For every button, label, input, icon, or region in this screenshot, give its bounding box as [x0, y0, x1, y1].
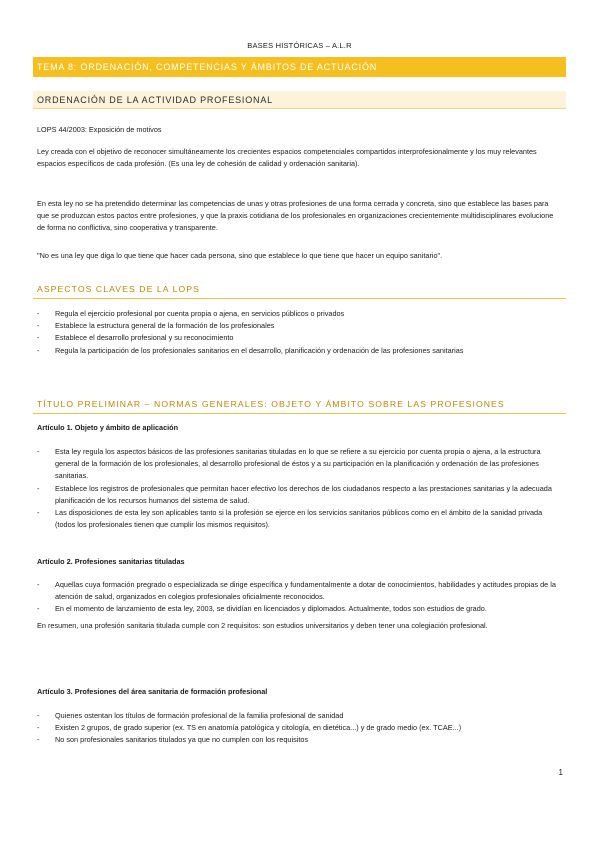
list-item: - Existen 2 grupos, de grado superior (ex. TS en anatomía patológica y citología, en dietética...) y de grado medio (ex. TCAE...)	[37, 723, 462, 733]
intro-paragraph-1: Ley creada con el objetivo de reconocer simultáneamente los crecientes espacios competenciales compartidos interprofesionalmente y los muy relevantes espacios específicos de cada profesión. (Es una ley de cohesión de calidad y ordenación sanitaria).	[37, 147, 537, 169]
list-item: - Regula la participación de los profesionales sanitarios en el desarrollo, planificación y ordenación de las profesiones sanitarias	[37, 345, 464, 355]
running-header: BASES HISTÓRICAS – A.L.R	[247, 41, 352, 50]
aspectos-list	[37, 308, 559, 357]
list-item: - En el momento de lanzamiento de esta ley, 2003, se dividían en licenciados y diplomados. Actualmente, todos son estudios de grado.	[37, 604, 487, 614]
article-3-list	[37, 710, 559, 747]
list-item: - No son profesionales sanitarios titulados ya que no cumplen con los requisitos	[37, 735, 309, 745]
article-2-list	[37, 579, 559, 616]
article-1-title: Artículo 1. Objeto y ámbito de aplicación	[37, 423, 179, 432]
lops-label: LOPS 44/2003: Exposición de motivos	[37, 125, 162, 134]
article-3-title: Artículo 3. Profesiones del área sanitaria de formación profesional	[37, 687, 268, 696]
section-title-band: ORDENACIÓN DE LA ACTIVIDAD PROFESIONAL	[33, 91, 566, 109]
aspectos-heading: ASPECTOS CLAVES DE LA LOPS	[33, 284, 566, 299]
article-2-title: Artículo 2. Profesiones sanitarias tituladas	[37, 557, 185, 566]
list-item: - Las disposiciones de esta ley son aplicables tanto si la profesión se ejerce en los servicios sanitarios públicos como en el ámbito de la sanidad privada (todos los profesionales tienen que cumplir los mismos requisitos).	[37, 508, 543, 530]
list-item: - Establece los registros de profesionales que permitan hacer efectivo los derechos de los ciudadanos respecto a las prestaciones sanitarias y la adecuada planificación de los recursos humanos del sistema de salud.	[37, 483, 552, 505]
list-item: - Establece el desarrollo profesional y su reconocimiento	[37, 333, 234, 343]
chapter-title-band: TEMA 8: ORDENACIÓN, COMPETENCIAS Y ÁMBITOS DE ACTUACIÓN	[33, 57, 566, 77]
list-item: - Esta ley regula los aspectos básicos de las profesiones sanitarias tituladas en lo que se refiere a su ejercicio por cuenta propia o ajena, a la estructura general de la formación de los profesionales, al desarrollo profesional de éstos y a su participación en la planificación y ordenación de las profesiones sanitarias.	[37, 447, 541, 481]
list-item: - Aquellas cuya formación pregrado o especializada se dirige específica y fundamentalmente a dotar de conocimientos, habilidades y actitudes propias de la atención de salud, organizados en colegios profesionales oficialmente reconocidos.	[37, 580, 556, 602]
resumen-paragraph: En resumen, una profesión sanitaria titulada cumple con 2 requisitos: son estudios universitarios y deben tener una colegiación profesional.	[37, 621, 488, 630]
intro-paragraph-2: En esta ley no se ha pretendido determinar las competencias de unas y otras profesiones de una forma cerrada y concreta, sino que establece las bases para que se produzcan estos pactos entre profesiones, y que la praxis cotidiana de los profesionales en organizaciones crecientemente multidisciplinares evolucione de forma no conflictiva, sino cooperativa y transparente.	[37, 199, 554, 233]
list-item: - Regula el ejercicio profesional por cuenta propia o ajena, en servicios públicos o privados	[37, 309, 345, 318]
titulo-heading: TÍTULO PRELIMINAR – NORMAS GENERALES: OBJETO Y ÁMBITO SOBRE LAS PROFESIONES	[33, 399, 566, 414]
article-1-list	[37, 446, 559, 531]
intro-quote: "No es una ley que diga lo que tiene que hacer cada persona, sino que establece lo que tiene que hacer un equipo sanitario".	[37, 251, 443, 260]
page-number: 1	[558, 768, 563, 777]
list-item: - Establece la estructura general de la formación de los profesionales	[37, 321, 275, 331]
list-item: - Quienes ostentan los títulos de formación profesional de la familia profesional de sanidad	[37, 711, 344, 720]
